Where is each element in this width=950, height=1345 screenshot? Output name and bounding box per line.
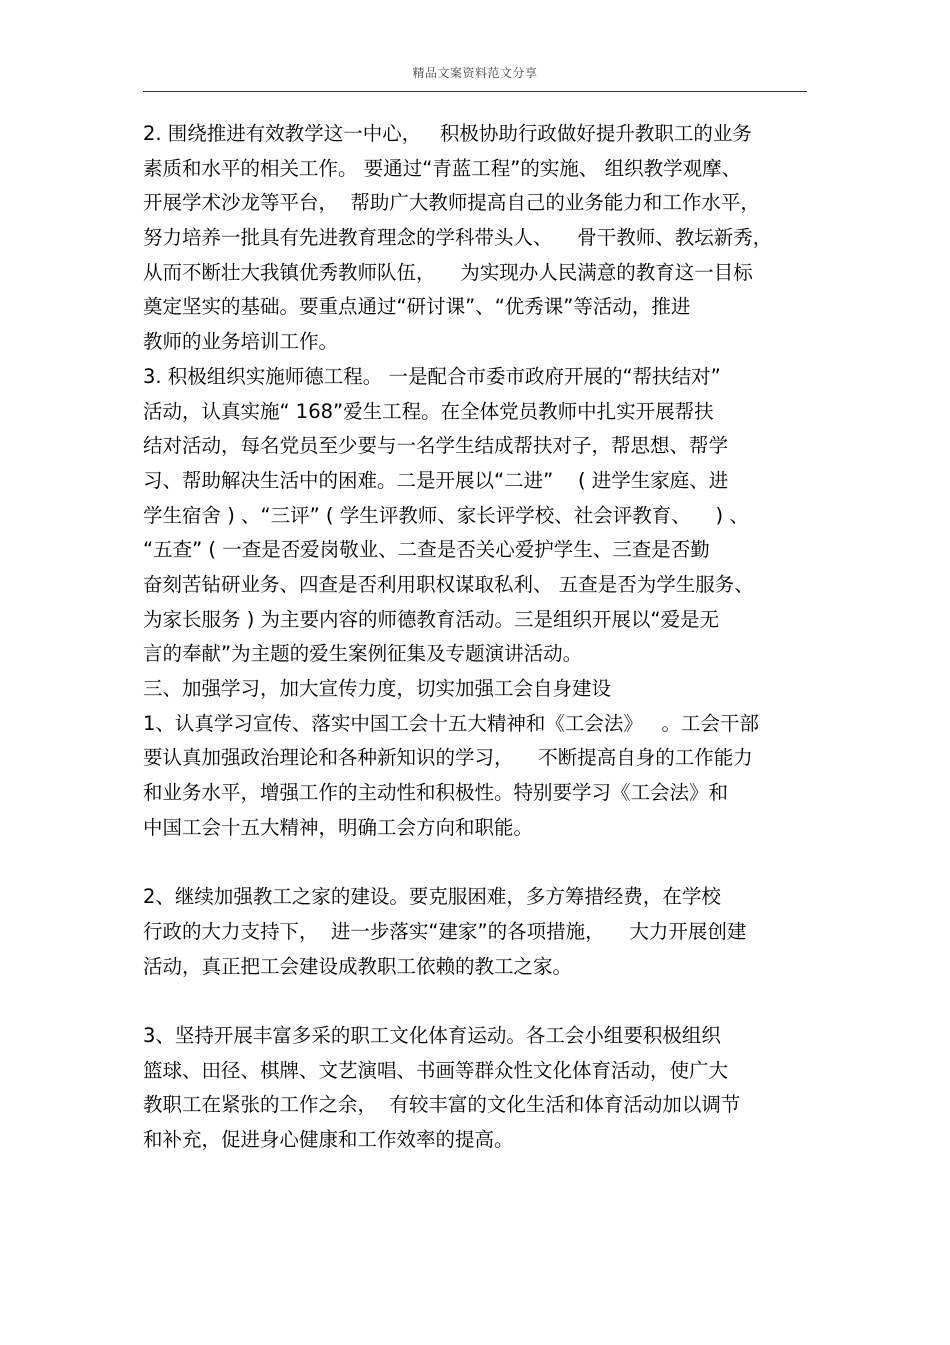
text-line: 3、坚持开展丰富多采的职工文化体育运动。各工会小组要积极组织	[143, 1023, 721, 1047]
text-line: 结对活动，每名党员至少要与一名学生结成帮扶对子，帮思想、帮学	[143, 434, 729, 458]
text-line: 要认真加强政治理论和各种新知识的学习， 不断提高自身的工作能力	[143, 746, 753, 770]
text-line: 教师的业务培训工作。	[143, 330, 339, 354]
page-header: 精品文案资料范文分享	[412, 66, 538, 80]
text-line: 为家长服务 ) 为主要内容的师德教育活动。三是组织开展以“爱是无	[143, 607, 720, 631]
text-line: 和业务水平，增强工作的主动性和积极性。特别要学习《工会法》和	[143, 781, 729, 805]
text-line: 活动，真正把工会建设成教职工依赖的教工之家。	[143, 954, 573, 978]
text-line: 从而不断壮大我镇优秀教师队伍， 为实现办人民满意的教育这一目标	[143, 260, 753, 284]
text-line: 习、帮助解决生活中的困难。二是开展以“二进” ( 进学生家庭、进	[143, 468, 729, 492]
text-line: 中国工会十五大精神，明确工会方向和职能。	[143, 815, 534, 839]
text-line: 奠定坚实的基础。要重点通过“研讨课”、“优秀课”等活动，推进	[143, 295, 691, 319]
text-line: 言的奉献”为主题的爱生案例征集及专题演讲活动。	[143, 642, 583, 666]
text-line: 奋刻苦钻研业务、四查是否利用职权谋取私利、 五查是否为学生服务、	[143, 572, 754, 596]
text-line: 2、继续加强教工之家的建设。要克服困难，多方筹措经费，在学校	[143, 885, 721, 909]
document-body	[143, 117, 807, 1158]
text-line: 学生宿舍 ) 、“三评” ( 学生评教师、家长评学校、社会评教育、 ) 、	[143, 503, 749, 527]
header-divider	[143, 91, 807, 92]
paragraph-gap	[143, 845, 807, 880]
text-line: 活动，认真实施“ 168”爱生工程。在全体党员教师中扎实开展帮扶	[143, 399, 714, 423]
section-heading: 三、加强学习，加大宣传力度，切实加强工会自身建设	[143, 677, 612, 700]
text-line: 2. 围绕推进有效教学这一中心， 积极协助行政做好提升教职工的业务	[143, 122, 752, 145]
text-line: 素质和水平的相关工作。 要通过“青蓝工程”的实施、 组织教学观摩、	[143, 156, 742, 180]
text-line: 篮球、田径、棋牌、文艺演唱、书画等群众性文化体育活动，使广大	[143, 1058, 729, 1082]
text-line: 和补充，促进身心健康和工作效率的提高。	[143, 1127, 514, 1151]
text-line: 行政的大力支持下， 进一步落实“建家”的各项措施， 大力开展创建	[143, 919, 747, 943]
text-line: 开展学术沙龙等平台， 帮助广大教师提高自己的业务能力和工作水平，	[143, 191, 760, 215]
text-line: 3. 积极组织实施师德工程。 一是配合市委市政府开展的“帮扶结对”	[143, 364, 721, 388]
text-line: 1、认真学习宣传、落实中国工会十五大精神和《工会法》 。工会干部	[143, 711, 760, 735]
text-line: 努力培养一批具有先进教育理念的学科带头人、 骨干教师、教坛新秀，	[143, 226, 773, 250]
paragraph-gap	[143, 984, 807, 1019]
text-line: 教职工在紧张的工作之余， 有较丰富的文化生活和体育活动加以调节	[143, 1093, 741, 1117]
text-line: “五查” ( 一查是否爱岗敬业、二查是否关心爱护学生、三查是否勤	[143, 538, 710, 562]
